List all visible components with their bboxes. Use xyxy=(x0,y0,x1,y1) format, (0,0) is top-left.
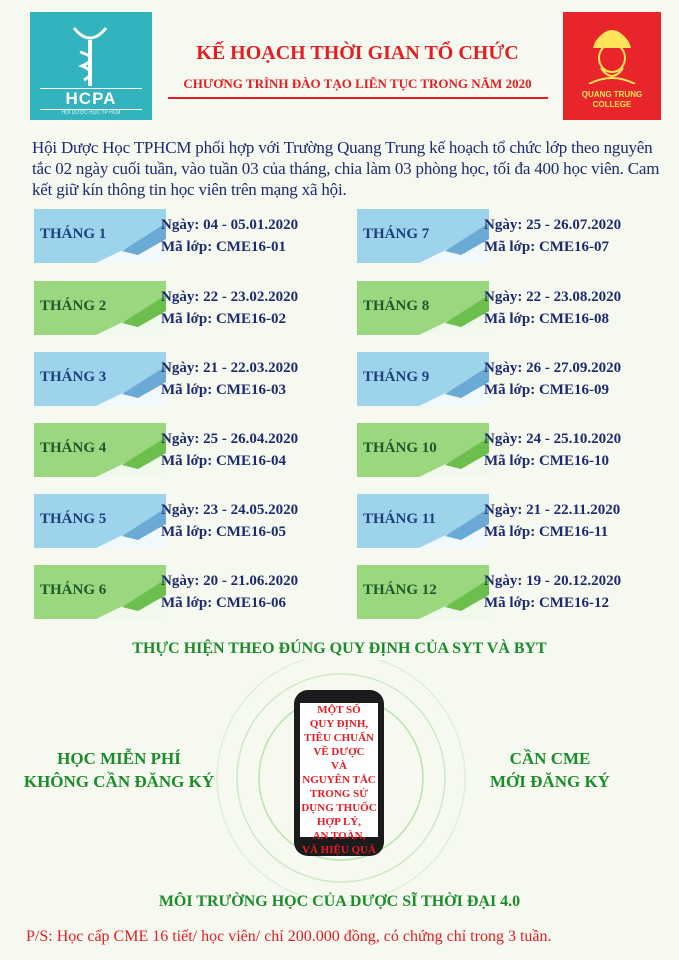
phone-line: MỘT SỐ xyxy=(317,704,361,716)
postscript-note: P/S: Học cấp CME 16 tiết/ học viên/ chỉ 200.000 đồng, có chứng chỉ trong 3 tuần. xyxy=(26,928,552,945)
month-card xyxy=(357,565,489,619)
class-date: Ngày: 26 - 27.09.2020 xyxy=(484,360,622,376)
month-label: THÁNG 3 xyxy=(40,369,107,385)
month-card xyxy=(34,423,166,477)
phone-line: HỢP LÝ, xyxy=(316,816,361,828)
bottom-heading: MÔI TRƯỜNG HỌC CỦA DƯỢC SĨ THỜI ĐẠI 4.0 xyxy=(158,893,521,910)
month-info xyxy=(484,428,621,472)
intro-paragraph: Hội Dược Học TPHCM phối hợp với Trường Quang Trung kế hoạch tổ chức lớp theo nguyên tắc 02 ngày cuối tuần, vào tuần 03 của tháng, chia làm 03 phòng học, tối đa 400 học viên. Cam kết giữ kín thông tin học viên trên mạng xã hội. xyxy=(32,138,660,199)
phone-line: NGUYÊN TẮC xyxy=(302,774,376,786)
month-info xyxy=(161,570,298,614)
caduceus-icon xyxy=(62,22,118,88)
quang-trung-logo xyxy=(563,12,661,120)
class-code: Mã lớp: CME16-03 xyxy=(161,382,286,398)
month-info xyxy=(484,570,621,614)
phone-line: TRONG SỬ xyxy=(310,788,368,800)
class-code: Mã lớp: CME16-05 xyxy=(161,524,286,540)
month-info xyxy=(484,214,621,258)
month-label: THÁNG 6 xyxy=(40,582,107,598)
month-label: THÁNG 9 xyxy=(363,369,430,385)
class-code: Mã lớp: CME16-02 xyxy=(161,311,286,327)
month-label: THÁNG 11 xyxy=(363,511,436,527)
phone-line: DỤNG THUỐC xyxy=(301,802,377,814)
month-card xyxy=(357,281,489,335)
month-card xyxy=(357,494,489,548)
month-info xyxy=(484,357,621,401)
class-code: Mã lớp: CME16-04 xyxy=(161,453,286,469)
phone-line: QUY ĐỊNH, xyxy=(309,718,369,730)
cme-register-line: CẦN CME xyxy=(509,749,591,768)
class-code: Mã lớp: CME16-08 xyxy=(484,311,609,327)
month-info xyxy=(161,357,298,401)
month-label: THÁNG 10 xyxy=(363,440,437,456)
hcpa-logo-text: HCPA xyxy=(40,88,142,110)
month-label: THÁNG 4 xyxy=(40,440,107,456)
phone-line: TIÊU CHUẨN xyxy=(304,732,374,744)
month-card xyxy=(357,423,489,477)
class-date: Ngày: 21 - 22.03.2020 xyxy=(161,360,299,376)
class-code: Mã lớp: CME16-07 xyxy=(484,239,609,255)
month-card xyxy=(34,281,166,335)
month-label: THÁNG 2 xyxy=(40,298,107,314)
hcpa-logo-subtext: HỘI DƯỢC HỌC TP HCM xyxy=(61,110,121,116)
warrior-emblem-icon xyxy=(585,18,639,84)
phone-line: VỀ DƯỢC xyxy=(313,746,365,758)
month-info xyxy=(161,214,298,258)
class-code: Mã lớp: CME16-10 xyxy=(484,453,609,469)
month-card xyxy=(357,209,489,263)
month-card xyxy=(34,494,166,548)
month-card xyxy=(34,209,166,263)
month-card xyxy=(34,352,166,406)
phone-line: VÀ xyxy=(331,760,347,772)
phone-line: VÀ HIỆU QUẢ xyxy=(302,844,376,856)
month-info xyxy=(484,286,621,330)
month-info xyxy=(161,286,298,330)
phone-line: AN TOÀN, xyxy=(312,830,366,842)
free-study-line: HỌC MIỄN PHÍ xyxy=(57,749,181,768)
class-date: Ngày: 24 - 25.10.2020 xyxy=(484,431,622,447)
class-code: Mã lớp: CME16-11 xyxy=(484,524,609,540)
hcpa-logo xyxy=(30,12,152,120)
class-code: Mã lớp: CME16-01 xyxy=(161,239,286,255)
month-label: THÁNG 12 xyxy=(363,582,437,598)
quang-trung-logo-text: QUANG TRUNG COLLEGE xyxy=(581,90,643,109)
month-card xyxy=(34,565,166,619)
page-subtitle: CHƯƠNG TRÌNH ĐÀO TẠO LIÊN TỤC TRONG NĂM 2020 xyxy=(183,76,532,91)
month-label: THÁNG 5 xyxy=(40,511,107,527)
title-underline xyxy=(168,97,548,99)
class-date: Ngày: 25 - 26.07.2020 xyxy=(484,217,622,233)
month-label: THÁNG 1 xyxy=(40,226,107,242)
month-info xyxy=(161,499,298,543)
month-label: THÁNG 8 xyxy=(363,298,430,314)
class-code: Mã lớp: CME16-12 xyxy=(484,595,609,611)
page-title: KẾ HOẠCH THỜI GIAN TỔ CHỨC xyxy=(196,42,519,64)
class-date: Ngày: 21 - 22.11.2020 xyxy=(484,502,621,518)
month-card xyxy=(357,352,489,406)
cme-register-line: MỚI ĐĂNG KÝ xyxy=(490,772,610,791)
class-date: Ngày: 25 - 26.04.2020 xyxy=(161,431,299,447)
class-code: Mã lớp: CME16-06 xyxy=(161,595,286,611)
month-info xyxy=(161,428,298,472)
class-date: Ngày: 23 - 24.05.2020 xyxy=(161,502,299,518)
class-date: Ngày: 20 - 21.06.2020 xyxy=(161,573,299,589)
free-study-note xyxy=(14,747,224,793)
class-code: Mã lớp: CME16-09 xyxy=(484,382,609,398)
class-date: Ngày: 22 - 23.08.2020 xyxy=(484,289,622,305)
class-date: Ngày: 22 - 23.02.2020 xyxy=(161,289,299,305)
class-date: Ngày: 19 - 20.12.2020 xyxy=(484,573,622,589)
phone-screen-text xyxy=(300,703,378,857)
free-study-line: KHÔNG CẦN ĐĂNG KÝ xyxy=(23,772,215,791)
month-label: THÁNG 7 xyxy=(363,226,430,242)
class-date: Ngày: 04 - 05.01.2020 xyxy=(161,217,299,233)
cme-register-note xyxy=(450,747,650,793)
compliance-heading: THỰC HIỆN THEO ĐÚNG QUY ĐỊNH CỦA SYT VÀ BYT xyxy=(132,640,547,657)
month-info xyxy=(484,499,620,543)
